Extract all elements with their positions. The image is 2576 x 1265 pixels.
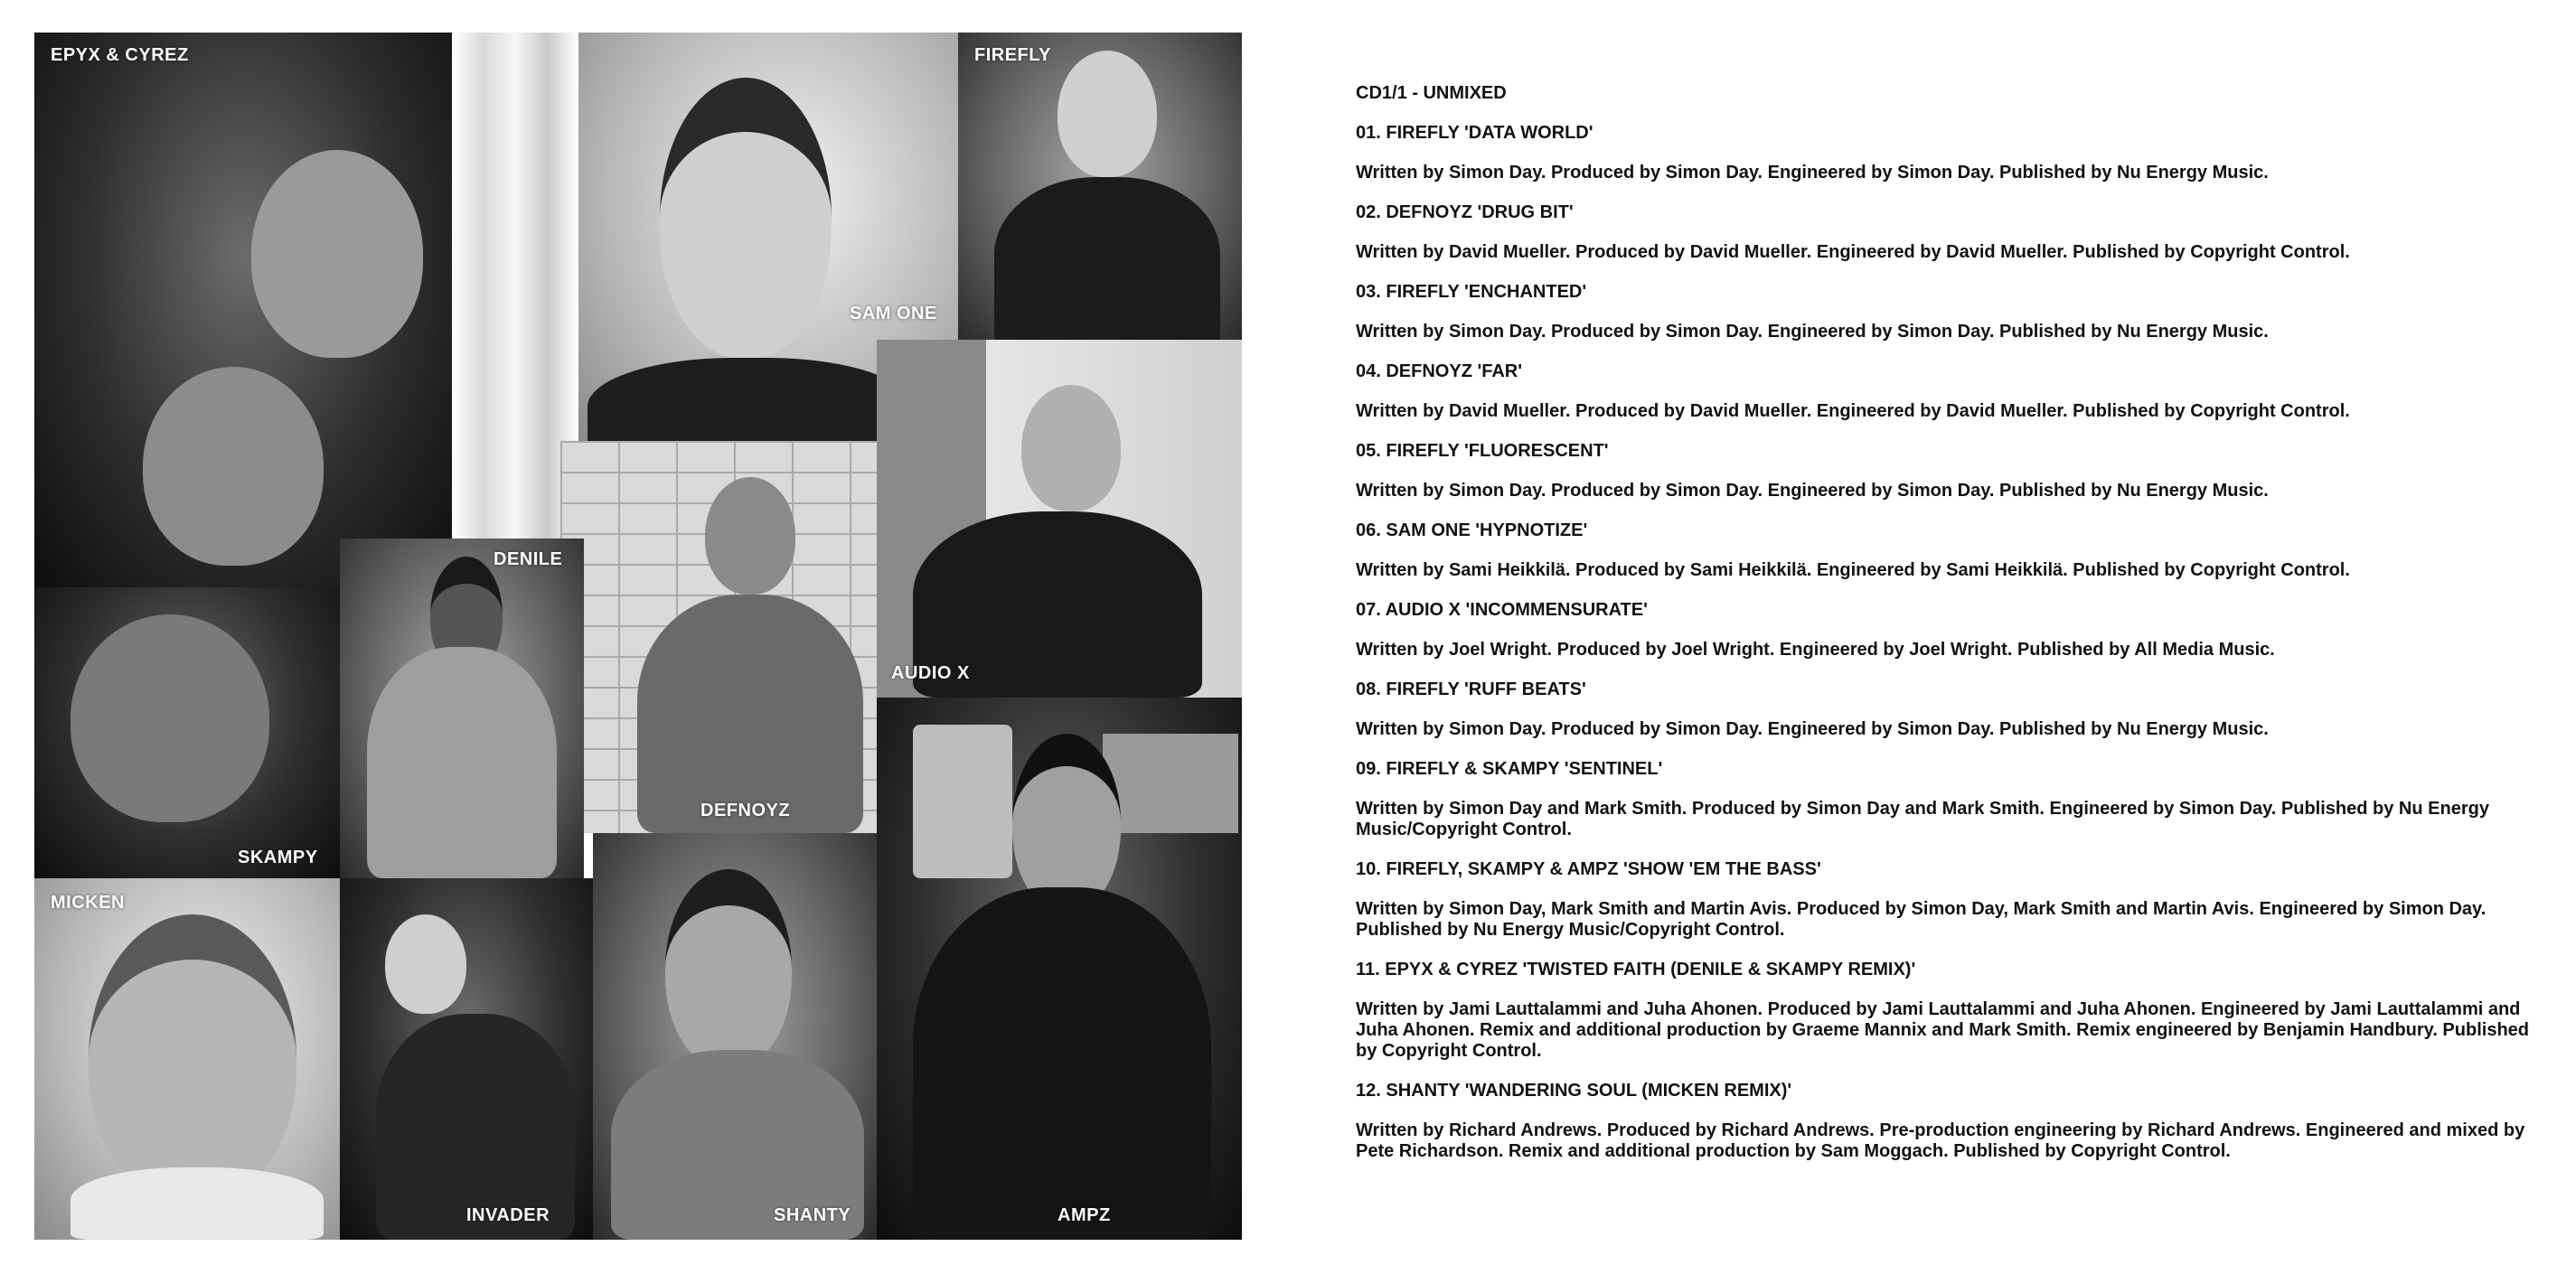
- face: [1021, 385, 1121, 511]
- track-title: 04. DEFNOYZ 'FAR': [1356, 361, 1522, 381]
- shirt: [71, 1167, 324, 1240]
- tracklist: [1356, 83, 2540, 1181]
- photo-denile: [340, 539, 584, 878]
- face: [1058, 51, 1157, 177]
- track-credit: Written by Simon Day. Produced by Simon Day. Engineered by Simon Day. Published by Nu Energy Music.: [1356, 163, 2269, 183]
- track-credit: Written by Simon Day. Produced by Simon Day. Engineered by Simon Day. Published by Nu Energy Music.: [1356, 719, 2269, 739]
- label-skampy: SKAMPY: [238, 848, 318, 867]
- track-credit: Written by Simon Day, Mark Smith and Martin Avis. Produced by Simon Day, Mark Smith and Martin Avis. Engineered by Simon Day. Published by Nu Energy Music/Copyright Control.: [1356, 899, 2487, 940]
- track-title: 07. AUDIO X 'INCOMMENSURATE': [1356, 600, 1648, 620]
- shirt: [637, 595, 863, 833]
- track-title: 03. FIREFLY 'ENCHANTED': [1356, 282, 1587, 302]
- track-credit: Written by Simon Day and Mark Smith. Produced by Simon Day and Mark Smith. Engineered by Simon Day. Published by Nu Energy Music/Copyright Control.: [1356, 799, 2489, 839]
- photo-shanty: [593, 833, 877, 1240]
- hoodie: [367, 647, 557, 878]
- photo-micken: [34, 878, 340, 1240]
- studio-speaker: [913, 725, 1012, 878]
- shirt: [588, 358, 913, 441]
- track-title: 11. EPYX & CYREZ 'TWISTED FAITH (DENILE & SKAMPY REMIX)': [1356, 960, 1916, 979]
- track-title: 05. FIREFLY 'FLUORESCENT': [1356, 441, 1609, 461]
- photo-ampz: [877, 698, 1242, 1240]
- label-shanty: SHANTY: [774, 1205, 851, 1225]
- track-credit: Written by Jami Lauttalammi and Juha Ahonen. Produced by Jami Lauttalammi and Juha Ahonen. Engineered by Jami Lauttalammi and Juha Ahonen. Remix and additional production by Graeme Mannix and Mark Smith. Remix engineered by Benjamin Handbury. Published by Copyright Control.: [1356, 999, 2529, 1061]
- photo-invader: [340, 878, 593, 1240]
- face: [89, 914, 296, 1204]
- label-denile: DENILE: [494, 549, 563, 569]
- face: [660, 78, 832, 358]
- track-title: 08. FIREFLY 'RUFF BEATS': [1356, 679, 1586, 699]
- photo-firefly: [958, 33, 1242, 340]
- track-title: 10. FIREFLY, SKAMPY & AMPZ 'SHOW 'EM THE BASS': [1356, 859, 1821, 879]
- track-title: 01. FIREFLY 'DATA WORLD': [1356, 123, 1594, 143]
- cd-heading: CD1/1 - UNMIXED: [1356, 83, 1507, 103]
- label-defnoyz: DEFNOYZ: [700, 801, 791, 820]
- track-credit: Written by David Mueller. Produced by David Mueller. Engineered by David Mueller. Published by Copyright Control.: [1356, 401, 2350, 421]
- track-title: 02. DEFNOYZ 'DRUG BIT': [1356, 202, 1574, 222]
- label-micken: MICKEN: [51, 893, 125, 913]
- shirt: [913, 887, 1211, 1240]
- photo-curtain: [452, 33, 578, 539]
- studio-monitor: [1103, 734, 1238, 833]
- track-credit: Written by Simon Day. Produced by Simon Day. Engineered by Simon Day. Published by Nu Energy Music.: [1356, 481, 2269, 501]
- track-title: 09. FIREFLY & SKAMPY 'SENTINEL': [1356, 759, 1663, 779]
- track-credit: Written by Simon Day. Produced by Simon Day. Engineered by Simon Day. Published by Nu Energy Music.: [1356, 322, 2269, 342]
- label-firefly: FIREFLY: [974, 45, 1051, 65]
- face-upper: [251, 150, 423, 358]
- label-invader: INVADER: [466, 1205, 550, 1225]
- track-credit: Written by David Mueller. Produced by David Mueller. Engineered by David Mueller. Published by Copyright Control.: [1356, 242, 2350, 262]
- face-lower: [143, 367, 324, 566]
- photo-defnoyz: [560, 441, 877, 833]
- label-ampz: AMPZ: [1058, 1205, 1111, 1225]
- label-epyx-cyrez: EPYX & CYREZ: [51, 45, 189, 65]
- photo-collage: [0, 0, 1265, 1265]
- face: [665, 869, 792, 1068]
- track-credit: Written by Sami Heikkilä. Produced by Sami Heikkilä. Engineered by Sami Heikkilä. Published by Copyright Control.: [1356, 560, 2350, 580]
- track-title: 12. SHANTY 'WANDERING SOUL (MICKEN REMIX)': [1356, 1081, 1792, 1101]
- label-sam-one: SAM ONE: [850, 304, 937, 323]
- face: [705, 477, 795, 595]
- photo-audio-x: [877, 340, 1242, 698]
- hoodie: [994, 177, 1220, 340]
- track-credit: Written by Joel Wright. Produced by Joel Wright. Engineered by Joel Wright. Published by All Media Music.: [1356, 640, 2275, 660]
- track-title: 06. SAM ONE 'HYPNOTIZE': [1356, 520, 1588, 540]
- face: [71, 614, 269, 822]
- label-audio-x: AUDIO X: [891, 663, 970, 683]
- face: [385, 914, 466, 1014]
- track-credit: Written by Richard Andrews. Produced by Richard Andrews. Pre-production engineering by Richard Andrews. Engineered and mixed by Pete Richardson. Remix and additional production by Sam Moggach. Published by Copyright Control.: [1356, 1120, 2525, 1161]
- photo-skampy: [34, 587, 340, 878]
- face: [1012, 734, 1121, 911]
- photo-epyx-cyrez: [34, 33, 452, 587]
